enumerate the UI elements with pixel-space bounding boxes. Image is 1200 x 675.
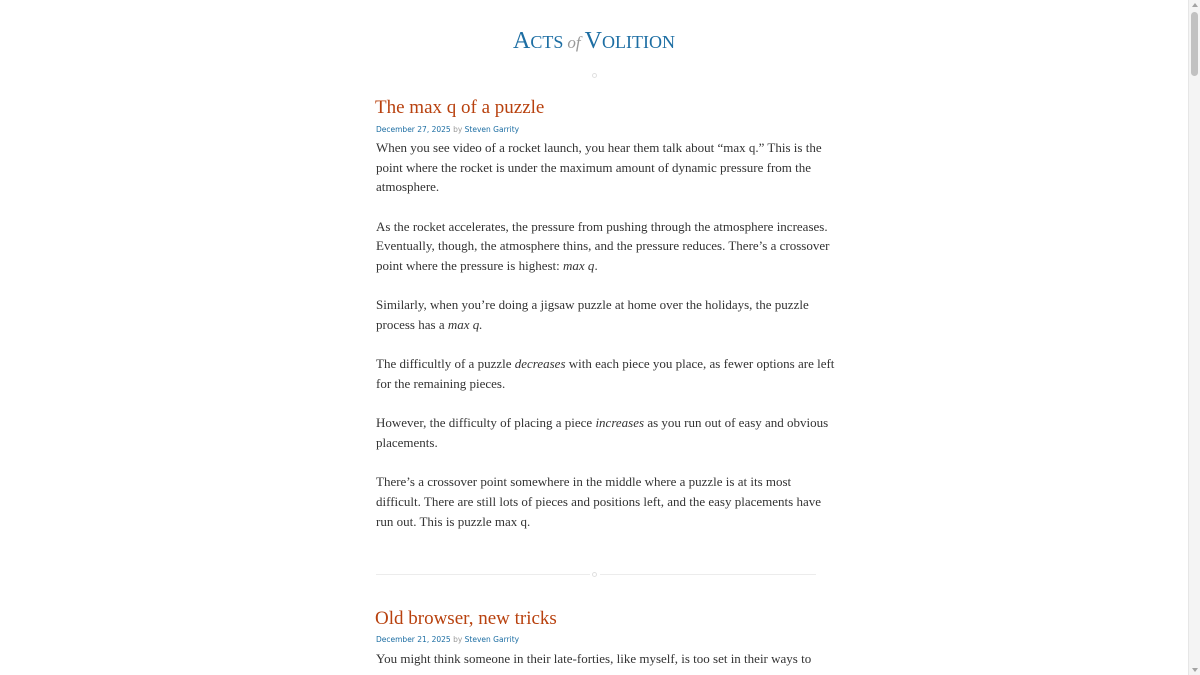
- emphasis-text: max q.: [447, 317, 483, 333]
- scrollbar-thumb[interactable]: [1191, 12, 1198, 76]
- paragraph-text: as you run out of easy and obvious: [644, 415, 829, 431]
- paragraph-line: difficult. There are still lots of pieces and positions left, and the easy placements have: [376, 494, 821, 510]
- paragraph-line: run out. This is puzzle max q.: [376, 513, 531, 529]
- paragraph-line: point where the rocket is under the maximum amount of dynamic pressure from the: [376, 159, 812, 175]
- scroll-down-arrow-icon[interactable]: [1192, 668, 1198, 672]
- paragraph-line: You might think someone in their late-forties, like myself, is too set in their ways to: [376, 651, 812, 666]
- post-paragraph: [376, 295, 816, 334]
- post-author-link[interactable]: Steven Garrity: [464, 125, 520, 134]
- paragraph-line: point where the pressure is highest:: [376, 258, 564, 274]
- post-paragraph: [376, 649, 816, 669]
- post-body: [376, 138, 835, 551]
- paragraph-line: As the rocket accelerates, the pressure from pushing through the atmosphere increases.: [376, 218, 828, 234]
- paragraph-text: The difficultly of a puzzle: [376, 356, 515, 372]
- scroll-up-arrow-icon[interactable]: [1192, 3, 1198, 7]
- paragraph-text: with each piece you place, as fewer options are left: [565, 356, 835, 372]
- post-title-link[interactable]: The max q of a puzzle: [375, 97, 545, 118]
- paragraph-line: atmosphere.: [376, 179, 440, 195]
- header-divider-dot: [592, 73, 597, 78]
- paragraph-tail: .: [594, 258, 598, 274]
- paragraph-line: When you see video of a rocket launch, you hear them talk about “max q.” This is the: [376, 140, 822, 155]
- post-paragraph: [376, 138, 822, 197]
- site-title-link[interactable]: [0, 24, 1188, 60]
- post-meta: [376, 634, 519, 646]
- post-paragraph: [376, 413, 829, 452]
- post-separator: [376, 574, 816, 575]
- post-body: [376, 649, 816, 675]
- emphasis-text: increases: [595, 415, 645, 431]
- site-title-of: of: [567, 33, 581, 52]
- emphasis-text: max q: [563, 258, 595, 274]
- site-title-first: ACTS: [513, 28, 564, 54]
- post-date-link[interactable]: December 27, 2025: [376, 125, 451, 134]
- post-paragraph: [376, 217, 830, 276]
- site-title-last: VOLITION: [584, 28, 675, 54]
- post-date-link[interactable]: December 21, 2025: [376, 635, 451, 644]
- post-paragraph: [376, 354, 835, 393]
- paragraph-line: There’s a crossover point somewhere in the middle where a puzzle is at its most: [376, 474, 792, 490]
- separator-line-right: [600, 574, 816, 575]
- post-title-link[interactable]: Old browser, new tricks: [375, 608, 557, 629]
- paragraph-line: process has a: [376, 317, 448, 333]
- vertical-scrollbar[interactable]: [1188, 0, 1200, 675]
- post-author-link[interactable]: Steven Garrity: [464, 635, 520, 644]
- paragraph-line: for the remaining pieces.: [376, 376, 506, 392]
- paragraph-line: placements.: [376, 435, 438, 451]
- paragraph-line: Eventually, though, the atmosphere thins, and the pressure reduces. There’s a crossover: [376, 238, 830, 254]
- separator-line-left: [376, 574, 590, 575]
- post-paragraph: [376, 472, 821, 531]
- paragraph-text: However, the difficulty of placing a piece: [376, 415, 596, 431]
- post-meta-by: by: [453, 635, 463, 644]
- emphasis-text: decreases: [514, 356, 566, 372]
- post-meta: [376, 124, 519, 136]
- paragraph-line: Similarly, when you’re doing a jigsaw puzzle at home over the holidays, the puzzle: [376, 297, 809, 313]
- post-meta-by: by: [453, 125, 463, 134]
- separator-dot: [592, 572, 597, 577]
